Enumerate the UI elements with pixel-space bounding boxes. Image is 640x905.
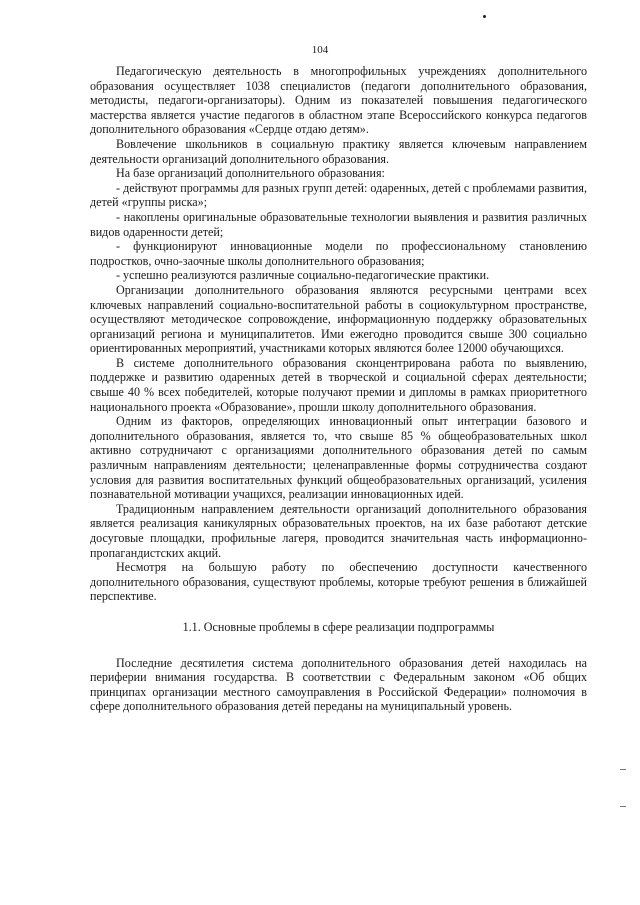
- scan-margin-tick: [620, 769, 626, 770]
- list-item-models: - функционируют инновационные модели по профессиональному становлению подростков, очно-заочные школы дополнительного образования;: [90, 239, 587, 268]
- paragraph-gifted-children: В системе дополнительного образования сконцентрирована работа по выявлению, поддержке и развитию одаренных детей в творческой и социальной сферах деятельности; свыше 40 % всех победителей, которые получают премии и дипломы в рамках приоритетного национального проекта «Образование», прошли школу дополнительного образования.: [90, 355, 587, 414]
- scan-dot-mark: [483, 15, 486, 18]
- paragraph-vacation-projects: Традиционным направлением деятельности организаций дополнительного образования является реализация каникулярных образовательных проектов, на их базе работают детские досуговые площадки, профильные лагеря, проводится значительная часть информационно-пропагандистских акций.: [90, 501, 587, 560]
- paragraph-specialists: Педагогическую деятельность в многопрофильных учреждениях дополнительного образования осуществляет 1038 специалистов (педагоги дополнительного образования, методисты, педагоги-организаторы). Одним из показателей повышения педагогического мастерства является участие педагогов в областном этапе Всероссийского конкурса педагогов дополнительного образования «Сердце отдаю детям».: [90, 64, 587, 137]
- section-heading: 1.1. Основные проблемы в сфере реализации подпрограммы: [182, 619, 495, 634]
- paragraph-social-practice: Вовлечение школьников в социальную практику является ключевым направлением деятельности организаций дополнительного образования.: [90, 136, 587, 166]
- paragraph-federal-law: Последние десятилетия система дополнительного образования детей находилась на периферии внимания государства. В соответствии с Федеральным законом «Об общих принципах организации местного самоуправления в Российской Федерации» полномочия в сфере дополнительного образования детей переданы на муниципальный уровень.: [90, 655, 587, 714]
- paragraph-problems: Несмотря на большую работу по обеспечению доступности качественного дополнительного образования, существуют проблемы, которые требуют решения в ближайшей перспективе.: [90, 560, 587, 604]
- list-item-technologies: - накоплены оригинальные образовательные технологии выявления и развития различных видов одаренности детей;: [90, 209, 587, 239]
- scan-margin-tick: [620, 806, 626, 807]
- paragraph-base-intro: На базе организаций дополнительного образования:: [116, 166, 385, 181]
- list-item-practices: - успешно реализуются различные социально-педагогические практики.: [116, 268, 490, 283]
- list-item-programs: - действуют программы для разных групп детей: одаренных, детей с проблемами развития, детей «группы риска»;: [90, 180, 587, 210]
- paragraph-resource-centers: Организации дополнительного образования являются ресурсными центрами всех ключевых направлений социально-воспитательной работы в социокультурном пространстве, осуществляют методическое сопровождение, информационную поддержку образовательных организаций региона и муниципалитетов. Ими ежегодно проводится свыше 300 социально ориентированных мероприятий, участниками которых являются более 12000 обучающихся.: [90, 282, 587, 356]
- page-number: 104: [311, 44, 329, 56]
- document-body: [90, 64, 587, 714]
- paragraph-integration: Одним из факторов, определяющих инновационный опыт интеграции базового и дополнительного образования, является то, что свыше 85 % общеобразовательных школ активно сотрудничают с организациями дополнительного образования детей по самым различным направлениям деятельности; целенаправленные формы сотрудничества создают условия для развития воспитательных функций общеобразовательных организаций, усиления познавательной мотивации учащихся, реализации инновационных идей.: [90, 414, 587, 502]
